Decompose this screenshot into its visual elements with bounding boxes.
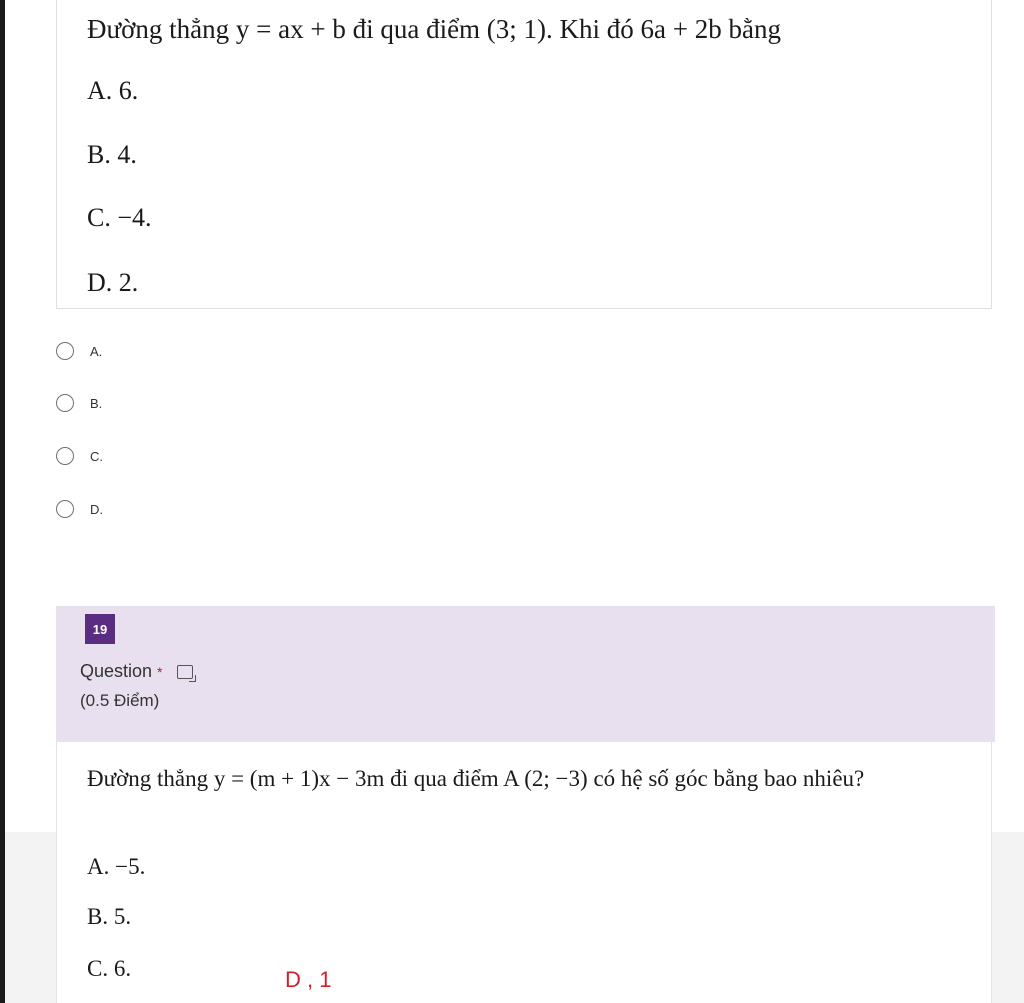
radio-button[interactable]	[56, 342, 74, 360]
prev-option-a: A. 6.	[87, 76, 139, 105]
answer-choice-label: B.	[90, 395, 103, 411]
question-number-badge: 19	[85, 614, 115, 644]
question-text: Đường thẳng y = (m + 1)x − 3m đi qua điểm A (2; −3) có hệ số góc bằng bao nhiêu?	[87, 766, 865, 791]
prev-question-text: Đường thẳng y = ax + b đi qua điểm (3; 1). Khi đó 6a + 2b bằng	[87, 14, 781, 44]
answer-choice-c[interactable]	[56, 444, 103, 468]
option-c: C. 6.	[87, 956, 132, 981]
radio-button[interactable]	[56, 500, 74, 518]
immersive-reader-icon[interactable]	[177, 665, 193, 679]
required-mark: *	[157, 663, 163, 680]
answer-choice-d[interactable]	[56, 497, 103, 521]
answer-choice-a[interactable]	[56, 339, 102, 363]
handwritten-annotation: D , 1	[285, 967, 332, 992]
radio-button[interactable]	[56, 447, 74, 465]
prev-option-b: B. 4.	[87, 140, 137, 169]
question-title: Question	[80, 661, 153, 681]
radio-button[interactable]	[56, 394, 74, 412]
prev-option-c: C. −4.	[87, 203, 152, 232]
prev-question-image	[56, 0, 992, 309]
option-b: B. 5.	[87, 904, 132, 929]
question-header	[56, 606, 995, 742]
question-title-row	[80, 661, 193, 682]
question-image	[56, 742, 992, 1003]
answer-choice-label: D.	[90, 501, 103, 517]
prev-option-d: D. 2.	[87, 268, 139, 297]
option-a: A. −5.	[87, 854, 146, 879]
answer-choice-label: A.	[90, 343, 103, 359]
answer-choice-b[interactable]	[56, 391, 102, 415]
answer-choice-label: C.	[90, 448, 103, 464]
question-points: (0.5 Điểm)	[80, 691, 160, 710]
